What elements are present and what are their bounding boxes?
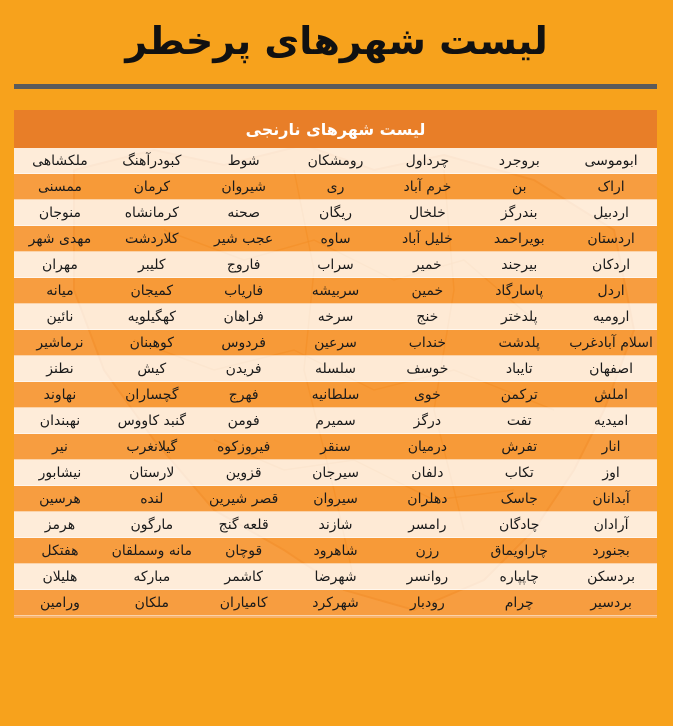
city-cell: هفتکل xyxy=(14,538,106,564)
city-cell: چاپپاره xyxy=(473,564,565,590)
cities-grid xyxy=(14,148,657,616)
city-cell: ورامین xyxy=(14,590,106,616)
city-cell: آبدانان xyxy=(565,486,657,512)
city-cell: فومن xyxy=(198,408,290,434)
city-cell: بجنورد xyxy=(565,538,657,564)
city-cell: ارومیه xyxy=(565,304,657,330)
cities-panel xyxy=(14,110,657,618)
city-cell: کلیبر xyxy=(106,252,198,278)
city-cell: چرداول xyxy=(381,148,473,174)
city-cell: نیر xyxy=(14,434,106,460)
city-cell: شاهرود xyxy=(290,538,382,564)
city-cell: بن xyxy=(473,174,565,200)
city-cell: نطنز xyxy=(14,356,106,382)
city-cell: مارگون xyxy=(106,512,198,538)
city-cell: خلخال xyxy=(381,200,473,226)
city-cell: دلفان xyxy=(381,460,473,486)
city-cell: خنداب xyxy=(381,330,473,356)
city-cell: سیرجان xyxy=(290,460,382,486)
city-cell: چادگان xyxy=(473,512,565,538)
city-cell: رومشکان xyxy=(290,148,382,174)
city-cell: روانسر xyxy=(381,564,473,590)
city-cell: اراک xyxy=(565,174,657,200)
city-cell: سلسله xyxy=(290,356,382,382)
city-cell: خرم آباد xyxy=(381,174,473,200)
city-cell: صحنه xyxy=(198,200,290,226)
city-cell: فردوس xyxy=(198,330,290,356)
city-cell: بردسیر xyxy=(565,590,657,616)
city-cell: فاروج xyxy=(198,252,290,278)
city-cell: گیلانغرب xyxy=(106,434,198,460)
city-cell: کمیجان xyxy=(106,278,198,304)
city-cell: مانه وسملقان xyxy=(106,538,198,564)
page-title: لیست شهرهای پرخطر xyxy=(125,19,548,63)
city-cell: ممسنی xyxy=(14,174,106,200)
city-cell: رزن xyxy=(381,538,473,564)
city-cell: ابوموسی xyxy=(565,148,657,174)
city-cell: رودبار xyxy=(381,590,473,616)
city-cell: گنبد کاووس xyxy=(106,408,198,434)
city-cell: فهرج xyxy=(198,382,290,408)
city-cell: نائین xyxy=(14,304,106,330)
city-cell: سرخه xyxy=(290,304,382,330)
city-cell: لارستان xyxy=(106,460,198,486)
city-cell: بیرجند xyxy=(473,252,565,278)
city-cell: بویراحمد xyxy=(473,226,565,252)
city-cell: تفت xyxy=(473,408,565,434)
city-cell: منوجان xyxy=(14,200,106,226)
city-cell: سلطانیه xyxy=(290,382,382,408)
city-cell: اردکان xyxy=(565,252,657,278)
city-cell: بردسکن xyxy=(565,564,657,590)
city-cell: فیروزکوه xyxy=(198,434,290,460)
city-cell: رامسر xyxy=(381,512,473,538)
city-cell: سیروان xyxy=(290,486,382,512)
city-cell: کرمانشاه xyxy=(106,200,198,226)
city-cell: اردل xyxy=(565,278,657,304)
city-cell: ملکشاهی xyxy=(14,148,106,174)
divider xyxy=(14,84,657,89)
city-cell: اوز xyxy=(565,460,657,486)
city-cell: عجب شیر xyxy=(198,226,290,252)
city-cell: کرمان xyxy=(106,174,198,200)
city-cell: تکاب xyxy=(473,460,565,486)
city-cell: ساوه xyxy=(290,226,382,252)
city-cell: اصفهان xyxy=(565,356,657,382)
city-cell: خوسف xyxy=(381,356,473,382)
city-cell: املش xyxy=(565,382,657,408)
city-cell: چاراویماق xyxy=(473,538,565,564)
city-cell: دهلران xyxy=(381,486,473,512)
city-cell: خنج xyxy=(381,304,473,330)
city-cell: جاسک xyxy=(473,486,565,512)
city-cell: درگز xyxy=(381,408,473,434)
city-cell: خلیل آباد xyxy=(381,226,473,252)
city-cell: بروجرد xyxy=(473,148,565,174)
city-cell: قزوین xyxy=(198,460,290,486)
city-cell: نرماشیر xyxy=(14,330,106,356)
city-cell: پاسارگاد xyxy=(473,278,565,304)
city-cell: اردستان xyxy=(565,226,657,252)
city-cell: نیشابور xyxy=(14,460,106,486)
city-cell: هلیلان xyxy=(14,564,106,590)
city-cell: نهاوند xyxy=(14,382,106,408)
city-cell: شهرکرد xyxy=(290,590,382,616)
city-cell: سنقر xyxy=(290,434,382,460)
city-cell: هرمز xyxy=(14,512,106,538)
city-cell: سراب xyxy=(290,252,382,278)
city-cell: شازند xyxy=(290,512,382,538)
city-cell: بندرگز xyxy=(473,200,565,226)
city-cell: شوط xyxy=(198,148,290,174)
city-cell: کبودرآهنگ xyxy=(106,148,198,174)
city-cell: گچساران xyxy=(106,382,198,408)
city-cell: پلدشت xyxy=(473,330,565,356)
city-cell: شهرضا xyxy=(290,564,382,590)
city-cell: اردبیل xyxy=(565,200,657,226)
city-cell: کلاردشت xyxy=(106,226,198,252)
table-header: لیست شهرهای نارنجی xyxy=(14,110,657,148)
city-cell: کیش xyxy=(106,356,198,382)
city-cell: مبارکه xyxy=(106,564,198,590)
city-cell: ترکمن xyxy=(473,382,565,408)
city-cell: فریدن xyxy=(198,356,290,382)
city-cell: اسلام آبادغرب xyxy=(565,330,657,356)
city-cell: کهگیلویه xyxy=(106,304,198,330)
city-cell: شیروان xyxy=(198,174,290,200)
city-cell: ری xyxy=(290,174,382,200)
city-cell: کاشمر xyxy=(198,564,290,590)
city-cell: تفرش xyxy=(473,434,565,460)
city-cell: میانه xyxy=(14,278,106,304)
city-cell: تایباد xyxy=(473,356,565,382)
city-cell: سرعین xyxy=(290,330,382,356)
city-cell: آرادان xyxy=(565,512,657,538)
city-cell: پلدختر xyxy=(473,304,565,330)
city-cell: چرام xyxy=(473,590,565,616)
city-cell: درمیان xyxy=(381,434,473,460)
city-cell: قلعه گنج xyxy=(198,512,290,538)
city-cell: لنده xyxy=(106,486,198,512)
city-cell: قوچان xyxy=(198,538,290,564)
city-cell: کامیاران xyxy=(198,590,290,616)
city-cell: ریگان xyxy=(290,200,382,226)
title-area xyxy=(0,0,673,82)
city-cell: امیدیه xyxy=(565,408,657,434)
city-cell: خوی xyxy=(381,382,473,408)
city-cell: انار xyxy=(565,434,657,460)
city-cell: قصر شیرین xyxy=(198,486,290,512)
city-cell: مهران xyxy=(14,252,106,278)
city-cell: کوهبنان xyxy=(106,330,198,356)
city-cell: فاریاب xyxy=(198,278,290,304)
city-cell: خمیر xyxy=(381,252,473,278)
city-cell: سمیرم xyxy=(290,408,382,434)
city-cell: ملکان xyxy=(106,590,198,616)
city-cell: فراهان xyxy=(198,304,290,330)
city-cell: نهبندان xyxy=(14,408,106,434)
city-cell: هرسین xyxy=(14,486,106,512)
city-cell: سربیشه xyxy=(290,278,382,304)
city-cell: خمین xyxy=(381,278,473,304)
city-cell: مهدی شهر xyxy=(14,226,106,252)
